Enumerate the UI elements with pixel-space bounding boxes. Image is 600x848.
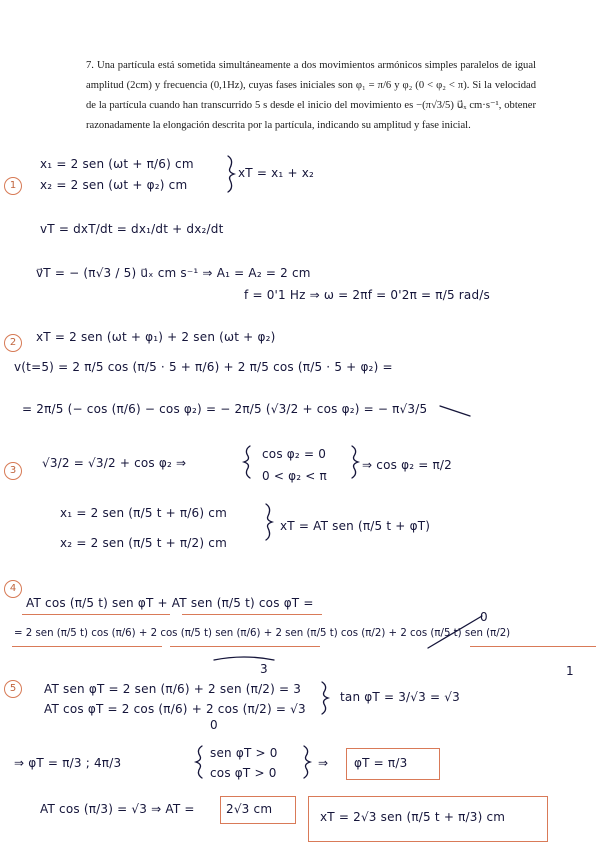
s3-xt: xT = AT sen (π/5 t + φT) bbox=[280, 519, 431, 533]
brace-step3-xt bbox=[266, 504, 272, 540]
cross-out-stroke bbox=[428, 616, 482, 648]
s5-three-note: 3 bbox=[260, 662, 268, 676]
s1-freq: f = 0'1 Hz ⇒ ω = 2πf = 0'2π = π/5 rad/s bbox=[244, 288, 490, 302]
s5-zero-note: 0 bbox=[210, 718, 218, 732]
s3-x2: x₂ = 2 sen (π/5 t + π/2) cm bbox=[60, 536, 227, 550]
s5-l1: AT sen φT = 2 sen (π/6) + 2 sen (π/2) = 3 bbox=[44, 682, 302, 696]
s5-final: xT = 2√3 sen (π/5 t + π/3) cm bbox=[320, 810, 506, 824]
s3-c1: cos φ₂ = 0 bbox=[262, 447, 327, 461]
s3-res: ⇒ cos φ₂ = π/2 bbox=[362, 458, 452, 472]
s2-eq: = 2π/5 (− cos (π/6) − cos φ₂) = − 2π/5 (√3/2 + cos φ₂) = − π√3/5 bbox=[22, 402, 428, 416]
s4-zero-note: 0 bbox=[480, 610, 488, 624]
step-4-marker: 4 bbox=[4, 580, 22, 598]
s4-one-note: 1 bbox=[566, 664, 574, 678]
s4-l2: = 2 sen (π/5 t) cos (π/6) + 2 cos (π/5 t) sen (π/6) + 2 sen (π/5 t) cos (π/2) + 2 cos (π/5 t) sen (π/2) bbox=[14, 628, 511, 639]
s5-tan: tan φT = 3/√3 = √3 bbox=[340, 690, 460, 704]
brace-over-three bbox=[214, 657, 274, 660]
brace-step3-left bbox=[244, 446, 250, 478]
s5-c2: cos φT > 0 bbox=[210, 766, 277, 780]
s1-x2: x₂ = 2 sen (ωt + φ₂) cm bbox=[40, 178, 188, 192]
s1-x1: x₁ = 2 sen (ωt + π/6) cm bbox=[40, 157, 194, 171]
s3-eq: √3/2 = √3/2 + cos φ₂ ⇒ bbox=[42, 456, 187, 470]
brace-step3-right bbox=[352, 446, 358, 478]
step-2-marker: 2 bbox=[4, 334, 22, 352]
problem-statement: 7. Una partícula está sometida simultáneamente a dos movimientos armónicos simples paralelos de igual amplitud (2cm) y frecuencia (0,1Hz), cuyas fases iniciales son φ₁ = π/6 y φ₂ (0 < φ₂ < π). Si la velocidad de la partícula cuando han transcurrido 5 s desde el inicio del movimiento es −(π√3/5) u⃗ₓ cm·s⁻¹, obtener razonadamente la elongación descrita por la partícula, indicando su amplitud y fase inicial. bbox=[86, 60, 536, 131]
brace-step5b-left bbox=[196, 746, 202, 778]
brace-step5 bbox=[322, 682, 328, 714]
s1-xt: xT = x₁ + x₂ bbox=[238, 166, 315, 180]
step-5-marker: 5 bbox=[4, 680, 22, 698]
s5-res: ⇒ bbox=[318, 756, 329, 770]
brace-step5b-right bbox=[304, 746, 310, 778]
cross-out-sqrt bbox=[440, 406, 470, 416]
s2-v5: v(t=5) = 2 π/5 cos (π/5 · 5 + π/6) + 2 π/5 cos (π/5 · 5 + φ₂) = bbox=[14, 360, 393, 374]
s5-ampbox: 2√3 cm bbox=[226, 802, 273, 816]
s2-xt: xT = 2 sen (ωt + φ₁) + 2 sen (ωt + φ₂) bbox=[36, 330, 276, 344]
s1-vvec: v⃗T = − (π√3 / 5) u⃗ₓ cm s⁻¹ ⇒ A₁ = A₂ = 2 cm bbox=[36, 266, 311, 280]
s1-vt: vT = dxT/dt = dx₁/dt + dx₂/dt bbox=[40, 222, 224, 236]
s3-c2: 0 < φ₂ < π bbox=[262, 469, 327, 483]
step-3-marker: 3 bbox=[4, 462, 22, 480]
s5-l2: AT cos φT = 2 cos (π/6) + 2 cos (π/2) = √3 bbox=[44, 702, 306, 716]
s5-amp: AT cos (π/3) = √3 ⇒ AT = bbox=[40, 802, 195, 816]
brace-step1 bbox=[228, 156, 234, 192]
s5-phi: ⇒ φT = π/3 ; 4π/3 bbox=[14, 756, 122, 770]
s5-c1: sen φT > 0 bbox=[210, 746, 278, 760]
s4-l1: AT cos (π/5 t) sen φT + AT sen (π/5 t) cos φT = bbox=[26, 596, 314, 610]
step-1-marker: 1 bbox=[4, 177, 22, 195]
s5-phibox: φT = π/3 bbox=[354, 756, 408, 770]
s3-x1: x₁ = 2 sen (π/5 t + π/6) cm bbox=[60, 506, 227, 520]
